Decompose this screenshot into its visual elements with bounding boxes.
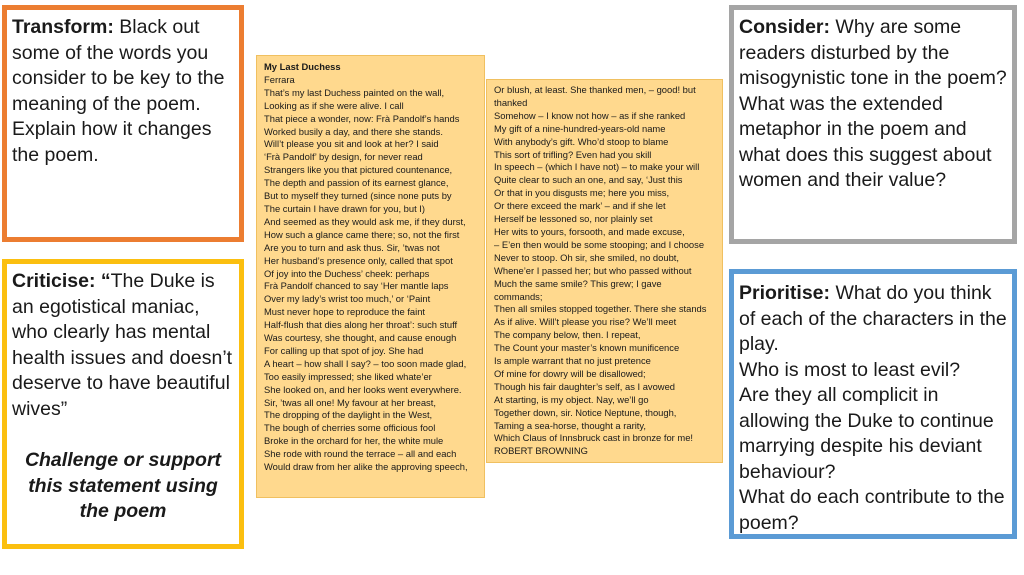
poem-line: At starting, is my object. Nay, we’ll go: [494, 393, 649, 405]
poem-line: Then all smiles stopped together. There she stands: [494, 303, 707, 315]
poem-line: Broke in the orchard for her, the white mule: [264, 435, 444, 447]
prioritise-label: Prioritise:: [739, 282, 831, 304]
prioritise-question-2: Who is most to least evil?: [739, 358, 961, 381]
poem-text-column-1: [256, 55, 485, 498]
poem-line: The Count your master’s known munificence: [494, 342, 680, 354]
poem-lines-2: [494, 84, 715, 458]
poem-line: Frà Pandolf chanced to say ‘Her mantle laps: [264, 280, 449, 292]
poem-line: That’s my last Duchess painted on the wall,: [264, 86, 445, 98]
poem-line: Too easily impressed; she liked whate’er: [264, 370, 432, 382]
transform-task: [12, 15, 234, 168]
prioritise-task-box: [729, 269, 1017, 539]
poem-line: Her husband’s presence only, called that spot: [264, 254, 453, 266]
poem-line: Or that in you disgusts me; here you miss,: [494, 187, 670, 199]
poem-line: But to myself they turned (since none puts by: [264, 190, 452, 202]
consider-question-2: What was the extended metaphor in the poem and what does this suggest about women and their value?: [739, 92, 992, 191]
poem-line: With anybody’s gift. Who’d stoop to blame: [494, 135, 669, 147]
poem-line: – E’en then would be some stooping; and I choose: [494, 238, 705, 250]
poem-line: My gift of a nine-hundred-years-old name: [494, 122, 666, 134]
prioritise-q1-text: What do you think of each of the characters in the play.: [739, 282, 1007, 355]
poem-line: Must never hope to reproduce the faint: [264, 306, 426, 318]
poem-title: My Last Duchess: [264, 61, 341, 72]
poem-line: Worked busily a day, and there she stands.: [264, 125, 443, 137]
poem-line: How such a glance came there; so, not the first: [264, 228, 460, 240]
poem-line: Or blush, at least. She thanked men, – good! but: [494, 84, 696, 95]
poem-line: Which Claus of Innsbruck cast in bronze for me!: [494, 432, 694, 444]
poem-text-column-2: [486, 79, 723, 463]
poem-line: ROBERT BROWNING: [494, 445, 588, 457]
poem-line: ‘Frà Pandolf’ by design, for never read: [264, 151, 423, 163]
poem-line: The dropping of the daylight in the West,: [264, 409, 433, 421]
poem-line: commands;: [494, 290, 543, 302]
poem-line: This sort of trifling? Even had you skill: [494, 148, 652, 160]
transform-text: Black out some of the words you consider to be key to the meaning of the poem. Explain how it changes the poem.: [12, 16, 225, 166]
poem-line: As if alive. Will’t please you rise? We’ll meet: [494, 316, 677, 328]
poem-line: For calling up that spot of joy. She had: [264, 344, 424, 356]
poem-line: Ferrara: [264, 73, 295, 85]
poem-line: Is ample warrant that no just pretence: [494, 355, 651, 367]
poem-line: Of mine for dowry will be disallowed;: [494, 367, 646, 379]
criticise-label: Criticise: “: [12, 270, 111, 292]
poem-line: Quite clear to such an one, and say, ‘Just this: [494, 174, 683, 186]
poem-line: In speech – (which I have not) – to make your will: [494, 161, 700, 173]
prioritise-question-3: Are they all complicit in allowing the Duke to continue marrying despite his deviant behaviour?: [739, 384, 994, 483]
poem-line: That piece a wonder, now: Frà Pandolf’s hands: [264, 112, 460, 124]
poem-line: She looked on, and her looks went everywhere.: [264, 383, 462, 395]
poem-line: Sir, ’twas all one! My favour at her breast,: [264, 396, 436, 408]
poem-line: A heart – how shall I say? – too soon made glad,: [264, 357, 467, 369]
poem-lines-1: [264, 74, 477, 474]
poem-line: Would draw from her alike the approving speech,: [264, 461, 468, 473]
criticise-task-box: [2, 259, 244, 549]
criticise-quote: The Duke is an egotistical maniac, who clearly has mental health issues and doesn’t deserve to have beautiful wives”: [12, 270, 233, 420]
poem-line: Her wits to yours, forsooth, and made excuse,: [494, 225, 685, 237]
poem-line: Whene’er I passed her; but who passed without: [494, 264, 692, 276]
poem-line: Or there exceed the mark’ – and if she let: [494, 200, 666, 212]
poem-line: Will’t please you sit and look at her? I said: [264, 138, 439, 150]
transform-label: Transform:: [12, 16, 114, 38]
poem-line: Much the same smile? This grew; I gave: [494, 277, 662, 289]
poem-line: Half-flush that dies along her throat’: such stuff: [264, 319, 458, 331]
consider-task-box: [729, 5, 1017, 244]
poem-line: Strangers like you that pictured countenance,: [264, 164, 453, 176]
consider-q1-text: Why are some readers disturbed by the misogynistic tone in the poem?: [739, 16, 1007, 89]
criticise-challenge: Challenge or support this statement using the poem: [24, 449, 222, 522]
poem-line: Looking as if she were alive. I call: [264, 99, 404, 111]
consider-question-1: [739, 15, 1007, 92]
consider-label: Consider:: [739, 16, 831, 38]
poem-line: The depth and passion of its earnest glance,: [264, 177, 449, 189]
poem-line: Are you to turn and ask thus. Sir, ’twas not: [264, 241, 440, 253]
prioritise-question-4: What do each contribute to the poem?: [739, 486, 1005, 534]
poem-line: Taming a sea-horse, thought a rarity,: [494, 419, 646, 431]
poem-line: Over my lady’s wrist too much,’ or ‘Paint: [264, 293, 431, 305]
poem-line: Of joy into the Duchess’ cheek: perhaps: [264, 267, 430, 279]
criticise-task: [12, 269, 234, 422]
prioritise-question-1: [739, 281, 1007, 358]
poem-line: And seemed as they would ask me, if they durst,: [264, 215, 466, 227]
poem-line: Was courtesy, she thought, and cause enough: [264, 332, 457, 344]
poem-line: thanked: [494, 96, 528, 108]
transform-task-box: [2, 5, 244, 242]
poem-line: Though his fair daughter’s self, as I avowed: [494, 380, 676, 392]
poem-line: The company below, then. I repeat,: [494, 329, 641, 341]
poem-line: Herself be lessoned so, nor plainly set: [494, 213, 653, 225]
poem-line: Somehow – I know not how – as if she ranked: [494, 109, 686, 121]
poem-line: Never to stoop. Oh sir, she smiled, no doubt,: [494, 251, 679, 263]
poem-line: She rode with round the terrace – all and each: [264, 448, 457, 460]
poem-line: Together down, sir. Notice Neptune, though,: [494, 406, 677, 418]
poem-line: The bough of cherries some officious fool: [264, 422, 436, 434]
poem-line: The curtain I have drawn for you, but I): [264, 202, 426, 214]
